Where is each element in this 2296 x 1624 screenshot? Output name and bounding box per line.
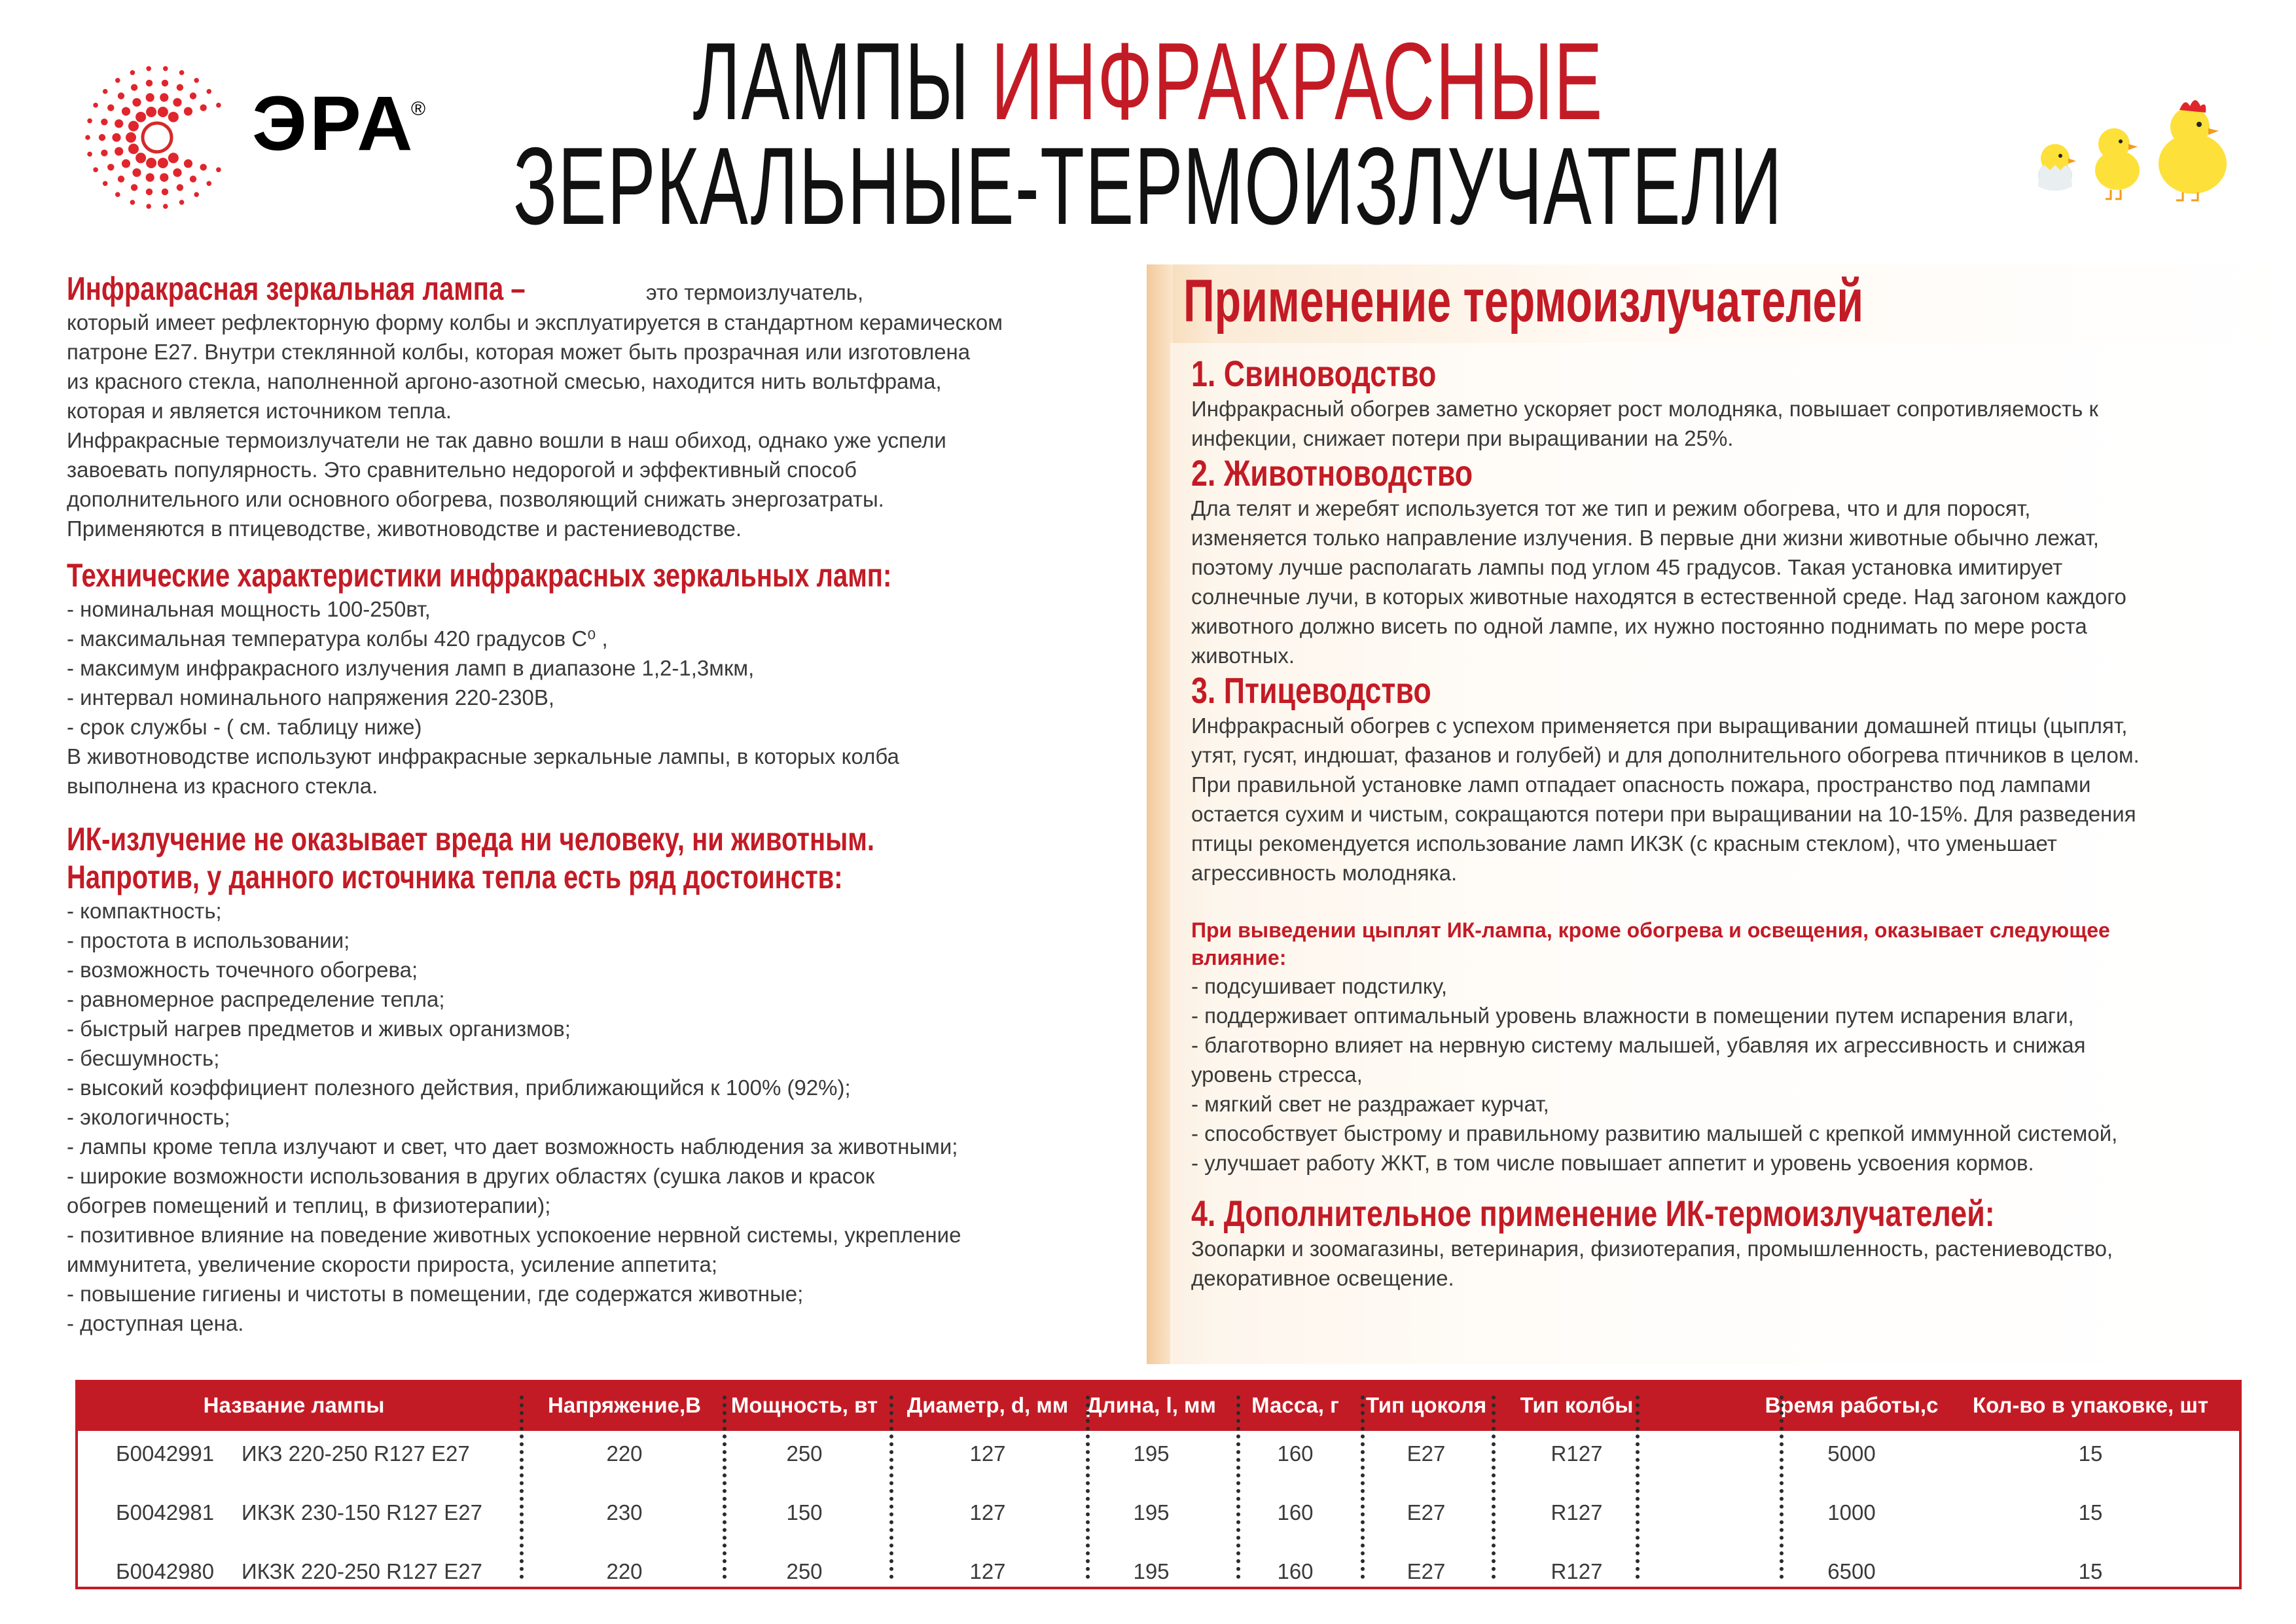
title-word-black: ЛАМПЫ — [692, 20, 971, 143]
table-header — [78, 1382, 2239, 1431]
logo-dot — [162, 189, 168, 195]
chicks-illustration-icon — [2022, 98, 2238, 203]
table-cell-mass: 160 — [1277, 1559, 1314, 1583]
column-separator — [889, 1396, 893, 1579]
logo-dot — [168, 112, 179, 122]
logo-dot — [101, 150, 107, 156]
left-column — [67, 270, 1127, 1338]
table-header-cell: Кол-во в упаковке, шт — [1972, 1393, 2209, 1417]
table-cell-power: 250 — [786, 1559, 823, 1583]
chick-effect-note-line: При выведении цыплят ИК-лампа, кроме обогрева и освещения, оказывает следующее — [1191, 918, 2110, 942]
right-column — [1191, 353, 2278, 1293]
logo-dot — [107, 164, 114, 170]
advantage-line: - равномерное распределение тепла; — [67, 987, 445, 1011]
table-cell-code: Б0042991 — [116, 1441, 215, 1466]
logo-dot — [200, 104, 207, 111]
logo-dot — [177, 184, 183, 190]
logo-dot — [184, 159, 192, 168]
logo-dot — [200, 164, 207, 170]
logo-dot — [168, 153, 179, 163]
advantages-heading-line1: ИК-излучение не оказывает вреда ни человеку, ни животным. — [67, 821, 875, 857]
poultry-text-line: Инфракрасный обогрев с успехом применяется при выращивании домашней птицы (цыплят, — [1191, 713, 2128, 738]
advantage-line: - повышение гигиены и чистоты в помещении, где содержатся животные; — [67, 1282, 804, 1306]
table-cell-hours: 5000 — [1827, 1441, 1876, 1466]
table-header-cell: Время работы,с — [1765, 1393, 1939, 1417]
logo-dot — [87, 118, 92, 124]
logo-dot — [146, 80, 152, 86]
table-cell-length: 195 — [1133, 1559, 1170, 1583]
logo-dot — [132, 98, 141, 107]
livestock-text-line: солнечные лучи, в которых животные находятся в естественной среде. Над загоном каждого — [1191, 585, 2126, 609]
table-cell-power: 150 — [786, 1500, 823, 1525]
table-cell-name: ИКЗК 230-150 R127 E27 — [242, 1500, 482, 1525]
intro-text-line: который имеет рефлекторную форму колбы и эксплуатируется в стандартном керамическом — [67, 310, 1003, 334]
logo-dot — [103, 181, 108, 187]
logo-dot — [85, 135, 90, 140]
table-cell-length: 195 — [1133, 1441, 1170, 1466]
column-separator — [1086, 1396, 1090, 1579]
section-poultry-text — [1191, 711, 2278, 888]
intro-text-line: завоевать популярность. Это сравнительно недорогой и эффективный способ — [67, 458, 857, 482]
table-header-cell: Тип колбы — [1520, 1393, 1634, 1417]
additional-text-line: Зоопарки и зоомагазины, ветеринария, физиотерапия, промышленность, растениеводство, — [1191, 1236, 2113, 1261]
logo-dot — [131, 84, 137, 90]
intro-paragraph — [67, 308, 1127, 543]
intro-heading: Инфракрасная зеркальная лампа – — [67, 270, 526, 307]
table-cell-hours: 1000 — [1827, 1500, 1876, 1525]
lamp-specs-table — [75, 1380, 2242, 1589]
logo-dot — [146, 204, 151, 209]
logo-dot — [173, 98, 181, 107]
tech-spec-line: - максимальная температура колбы 420 градусов С⁰ , — [67, 626, 608, 651]
table-cell-bulb: R127 — [1551, 1500, 1603, 1525]
section-additional-heading: 4. Дополнительное применение ИК-термоизлучателей: — [1191, 1193, 1995, 1234]
poultry-text-line: агрессивность молодняка. — [1191, 861, 1458, 885]
advantage-line: - широкие возможности использования в других областях (сушка лаков и красок — [67, 1164, 875, 1188]
section-livestock-text — [1191, 494, 2278, 670]
application-panel-edge — [1147, 264, 1173, 1364]
advantage-line: - компактность; — [67, 899, 222, 923]
logo-dot — [160, 93, 168, 101]
chick-effect-line: - благотворно влияет на нервную систему малышей, убавляя их агрессивность и снижая — [1191, 1033, 2086, 1057]
additional-text-line: декоративное освещение. — [1191, 1266, 1454, 1290]
logo-dot — [93, 103, 98, 108]
table-cell-voltage: 220 — [606, 1559, 643, 1583]
chick-effect-line: - подсушивает подстилку, — [1191, 974, 1448, 998]
logo-dot — [216, 103, 221, 108]
tech-spec-line: - интервал номинального напряжения 220-230В, — [67, 685, 555, 710]
table-cell-qty: 15 — [2078, 1559, 2103, 1583]
tech-spec-line: - максимум инфракрасного излучения ламп в диапазоне 1,2-1,3мкм, — [67, 656, 755, 680]
table-cell-power: 250 — [786, 1441, 823, 1466]
table-header-cell: Напряжение,В — [548, 1393, 701, 1417]
livestock-text-line: Дла телят и жеребят используется тот же тип и режим обогрева, что и для поросят, — [1191, 496, 2031, 520]
logo-dot — [101, 118, 107, 125]
intro-first-line — [67, 270, 1127, 308]
poultry-text-line: птицы рекомендуется использование ламп ИКЗК (с красным стеклом), что уменьшает — [1191, 831, 2057, 856]
table-header-cell: Тип цоколя — [1365, 1393, 1487, 1417]
tech-spec-line: В животноводстве используют инфракрасные зеркальные лампы, в которых колба — [67, 744, 899, 768]
brand-name: ЭРА — [252, 81, 416, 167]
section-poultry-heading: 3. Птицеводство — [1191, 670, 1431, 711]
logo-dot — [207, 181, 212, 187]
advantage-line: - быстрый нагрев предметов и живых организмов; — [67, 1017, 571, 1041]
advantage-line: - высокий коэффициент полезного действия, приближающийся к 100% (92%); — [67, 1075, 851, 1100]
chick-effect-list — [1191, 971, 2278, 1178]
table-cell-base: E27 — [1407, 1441, 1446, 1466]
livestock-text-line: поэтому лучше располагать лампы под углом 45 градусов. Такая установка имитирует — [1191, 555, 2063, 579]
logo-dot — [162, 80, 168, 86]
table-cell-base: E27 — [1407, 1559, 1446, 1583]
logo-dot — [122, 159, 130, 168]
logo-dot — [146, 107, 156, 117]
logo-dot — [115, 192, 120, 197]
logo-dot — [163, 66, 168, 71]
logo-dot — [158, 107, 168, 117]
section-additional-text — [1191, 1234, 2278, 1293]
intro-text-line: которая и является источником тепла. — [67, 399, 452, 423]
tech-spec-line: - номинальная мощность 100-250вт, — [67, 597, 431, 621]
logo-dot — [184, 107, 192, 116]
logo-dot — [87, 152, 92, 157]
page-title-line1 — [390, 20, 1905, 143]
logo-dot — [135, 153, 146, 163]
logo-dot — [194, 78, 199, 83]
logo-dot — [194, 192, 199, 197]
advantage-line: - доступная цена. — [67, 1311, 244, 1335]
advantage-line: - простота в использовании; — [67, 928, 350, 952]
logo-dot — [146, 93, 154, 101]
logo-dot — [126, 132, 136, 143]
column-separator — [1780, 1396, 1784, 1579]
table-cell-length: 195 — [1133, 1500, 1170, 1525]
column-separator — [723, 1396, 726, 1579]
logo-dot — [103, 89, 108, 94]
advantage-line: - возможность точечного обогрева; — [67, 958, 418, 982]
table-cell-diameter: 127 — [969, 1559, 1006, 1583]
logo-dot — [146, 158, 156, 168]
table-cell-voltage: 230 — [606, 1500, 643, 1525]
column-separator — [1361, 1396, 1365, 1579]
chick-effect-line: - способствует быстрому и правильному развитию малышей с крепкой иммунной системой, — [1191, 1121, 2118, 1146]
logo-dot — [146, 173, 154, 182]
pig-farming-text-line: Инфракрасный обогрев заметно ускоряет рост молодняка, повышает сопротивляемость к — [1191, 397, 2098, 421]
table-cell-bulb: R127 — [1551, 1441, 1603, 1466]
application-panel-title: Применение термоизлучателей — [1183, 268, 1864, 334]
advantages-heading-line2: Напротив, у данного источника тепла есть ряд достоинств: — [67, 859, 843, 895]
logo-dot — [118, 175, 124, 182]
logo-dot — [190, 92, 196, 99]
table-cell-diameter: 127 — [969, 1441, 1006, 1466]
advantages-list — [67, 896, 1127, 1338]
intro-text-line: патроне Е27. Внутри стеклянной колбы, которая может быть прозрачная или изготовлена — [67, 340, 971, 364]
advantage-line: - экологичность; — [67, 1105, 230, 1129]
logo-dot — [131, 184, 137, 190]
column-separator — [1636, 1396, 1640, 1579]
advantage-line: - бесшумность; — [67, 1046, 220, 1070]
poultry-text-line: утят, гусят, индюшат, фазанов и голубей) и для дополнительного обогрева птичников в целом. — [1191, 743, 2140, 767]
logo-dot — [179, 70, 185, 75]
logo-dot — [177, 84, 183, 90]
logo-dot — [130, 70, 135, 75]
logo-dot — [135, 112, 146, 122]
logo-dot — [158, 158, 168, 168]
advantage-line: иммунитета, увеличение скорости прироста, усиление аппетита; — [67, 1252, 717, 1276]
tech-spec-line: выполнена из красного стекла. — [67, 774, 378, 798]
chick-effect-line: - поддерживает оптимальный уровень влажности в помещении путем испарения влаги, — [1191, 1003, 2074, 1028]
logo-dot — [99, 134, 105, 141]
logo-dot — [146, 66, 151, 71]
column-separator — [1236, 1396, 1240, 1579]
poultry-text-line: При правильной установке ламп отпадает опасность пожара, пространство под лампами — [1191, 772, 2091, 797]
tech-heading: Технические характеристики инфракрасных зеркальных ламп: — [67, 557, 892, 594]
logo-dot — [93, 168, 98, 173]
logo-dot — [122, 107, 130, 116]
logo-dot — [112, 133, 120, 141]
brand-registered-mark: ® — [411, 98, 426, 120]
tech-spec-line: - срок службы - ( см. таблицу ниже) — [67, 715, 422, 739]
intro-text-line: Применяются в птицеводстве, животноводстве и растениеводстве. — [67, 516, 742, 541]
logo-dot — [128, 143, 139, 154]
intro-text-line: из красного стекла, наполненной аргоно-азотной смесью, находится нить вольтфрама, — [67, 369, 942, 393]
logo-dot — [179, 200, 185, 205]
table-cell-voltage: 220 — [606, 1441, 643, 1466]
livestock-text-line: животного должно висеть по одной лампе, их нужно постоянно поднимать по мере роста — [1191, 614, 2087, 638]
intro-text-line: Инфракрасные термоизлучатели не так давно вошли в наш обиход, однако уже успели — [67, 428, 946, 452]
logo-dot — [132, 168, 141, 177]
chick-effect-note — [1191, 916, 2278, 971]
logo-dot — [115, 147, 123, 156]
table-cell-mass: 160 — [1277, 1500, 1314, 1525]
section-pig-farming-heading: 1. Свиноводство — [1191, 353, 1437, 394]
logo-dot — [107, 104, 114, 111]
logo-dot — [115, 119, 123, 128]
table-header-cell: Масса, г — [1251, 1393, 1339, 1417]
chick-effect-line: уровень стресса, — [1191, 1062, 1363, 1087]
table-cell-qty: 15 — [2078, 1500, 2103, 1525]
tech-specs-list — [67, 594, 1127, 801]
column-separator — [1492, 1396, 1496, 1579]
table-header-cell: Мощность, вт — [730, 1393, 878, 1417]
table-cell-base: E27 — [1407, 1500, 1446, 1525]
table-header-cell: Длина, l, мм — [1086, 1393, 1216, 1417]
intro-text-line: дополнительного или основного обогрева, позволяющий снижать энергозатраты. — [67, 487, 884, 511]
table-cell-bulb: R127 — [1551, 1559, 1603, 1583]
table-cell-code: Б0042981 — [116, 1500, 215, 1525]
section-livestock-heading: 2. Животноводство — [1191, 452, 1473, 494]
advantage-line: - позитивное влияние на поведение животных успокоение нервной системы, укрепление — [67, 1223, 961, 1247]
logo-dot — [173, 168, 181, 177]
livestock-text-line: животных. — [1191, 643, 1295, 668]
table-cell-name: ИКЗК 220-250 R127 E27 — [242, 1559, 482, 1583]
table-cell-code: Б0042980 — [116, 1559, 215, 1583]
table-cell-mass: 160 — [1277, 1441, 1314, 1466]
logo-dot — [216, 168, 221, 173]
logo-dot — [146, 189, 152, 195]
chick-effect-line: - мягкий свет не раздражает курчат, — [1191, 1092, 1549, 1116]
logo-dot — [163, 204, 168, 209]
chick-effect-line: - улучшает работу ЖКТ, в том числе повышает аппетит и уровень усвоения кормов. — [1191, 1151, 2034, 1175]
table-cell-qty: 15 — [2078, 1441, 2103, 1466]
livestock-text-line: изменяется только направление излучения. В первые дни жизни животные обычно лежат, — [1191, 526, 2099, 550]
logo-dot — [118, 92, 124, 99]
table-cell-diameter: 127 — [969, 1500, 1006, 1525]
table-header-cell: Диаметр, d, мм — [906, 1393, 1069, 1417]
logo-dot — [207, 89, 212, 94]
title-word-red: ИНФРАКРАСНЫЕ — [991, 20, 1604, 143]
table-cell-name: ИКЗ 220-250 R127 E27 — [242, 1441, 470, 1466]
section-pig-farming-text — [1191, 394, 2278, 453]
logo-dot — [130, 200, 135, 205]
table-cell-hours: 6500 — [1827, 1559, 1876, 1583]
table-header-cell: Название лампы — [203, 1393, 385, 1417]
advantage-line: обогрев помещений и теплиц, в физиотерапии); — [67, 1193, 551, 1218]
chick-effect-note-line: влияние: — [1191, 946, 1287, 969]
logo-dot — [190, 175, 196, 182]
page-title-line2: ЗЕРКАЛЬНЫЕ-ТЕРМОИЗЛУЧАТЕЛИ — [513, 124, 1783, 247]
logo-dot — [128, 121, 139, 132]
intro-lead-text: это термоизлучатель, — [639, 280, 864, 304]
column-separator — [520, 1396, 524, 1579]
logo-dot — [160, 173, 168, 182]
logo-dot — [115, 78, 120, 83]
pig-farming-text-line: инфекции, снижает потери при выращивании на 25%. — [1191, 426, 1734, 450]
poultry-text-line: остается сухим и чистым, сокращаются потери при выращивании на 10-15%. Для разведения — [1191, 802, 2136, 826]
advantage-line: - лампы кроме тепла излучают и свет, что дает возможность наблюдения за животными; — [67, 1134, 958, 1159]
